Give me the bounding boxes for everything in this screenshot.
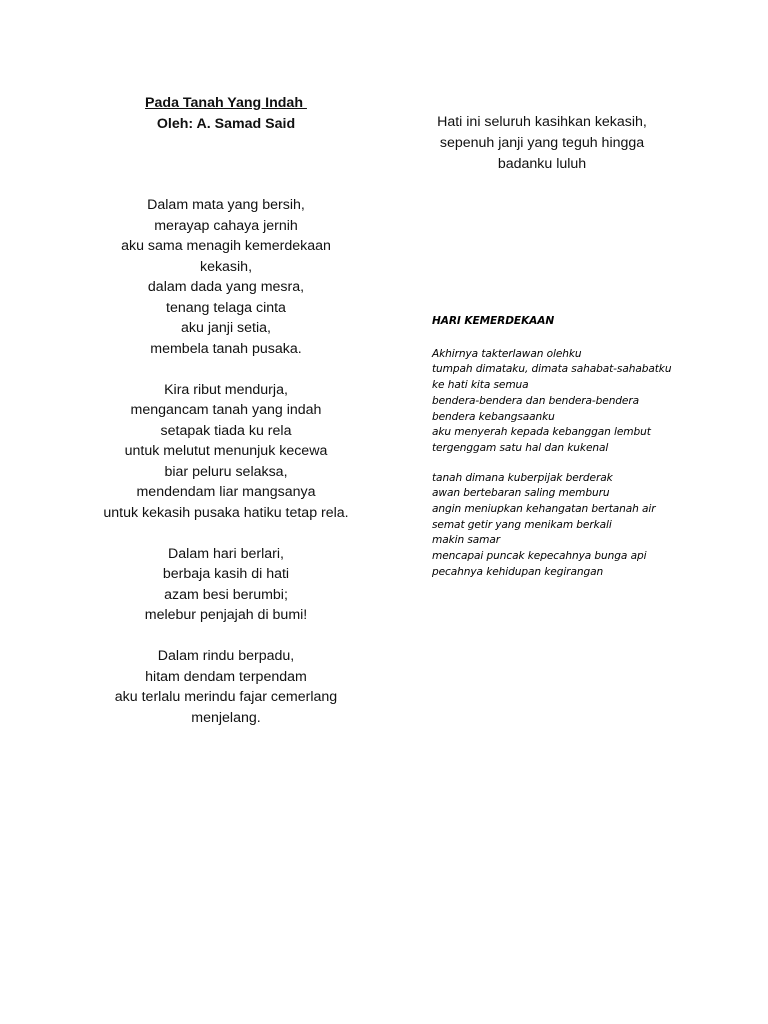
left-poem-column xyxy=(80,93,372,749)
poem-line: Akhirnya takterlawan olehku xyxy=(432,347,582,360)
poem-line: mengancam tanah yang indah xyxy=(130,402,322,418)
poem-line: Kira ribut mendurja, xyxy=(164,381,288,398)
poem-line: menjelang. xyxy=(191,709,261,726)
second-poem-stanzas xyxy=(432,347,732,581)
poem-line: mencapai puncak kepecahnya bunga api xyxy=(432,550,647,563)
poem-stanza xyxy=(80,195,372,359)
poem-line: untuk melutut menunjuk kecewa xyxy=(124,443,328,459)
poem-line: bendera-bendera dan bendera-bendera xyxy=(432,394,639,407)
poem-line: biar peluru selaksa, xyxy=(164,463,288,480)
poem-line: dalam dada yang mesra, xyxy=(147,279,305,295)
poem-stanza xyxy=(80,380,372,524)
left-poem-stanzas xyxy=(80,195,372,728)
poem-title: Pada Tanah Yang Indah xyxy=(145,95,307,111)
poem-line: aku terlalu merindu fajar cemerlang xyxy=(114,689,338,705)
poem-line: tumpah dimataku, dimata sahabat-sahabatku xyxy=(432,363,672,376)
poem-line: awan bertebaran saling memburu xyxy=(432,487,610,500)
poem-line: tergenggam satu hal dan kukenal xyxy=(432,441,609,454)
poem-line: hitam dendam terpendam xyxy=(145,668,307,685)
poem-line: mendendam liar mangsanya xyxy=(136,484,316,500)
second-poem-stanza xyxy=(432,347,732,457)
poem-line: Dalam mata yang bersih, xyxy=(147,197,305,213)
poem-line: pecahnya kehidupan kegirangan xyxy=(432,565,604,578)
poem-line: tenang telaga cinta xyxy=(166,299,286,316)
poem-line: membela tanah pusaka. xyxy=(150,340,302,357)
poem-line: melebur penjajah di bumi! xyxy=(144,607,308,623)
poem-line: makin samar xyxy=(432,534,501,547)
poem-line: angin meniupkan kehangatan bertanah air xyxy=(432,503,656,516)
poem-line: Dalam rindu berpadu, xyxy=(157,648,295,664)
continuation-line: badanku luluh xyxy=(497,156,587,172)
second-poem-title: HARI KEMERDEKAAN xyxy=(432,315,555,327)
poem-line: aku janji setia, xyxy=(181,320,271,336)
continuation-line: sepenuh janji yang teguh hingga xyxy=(439,135,645,151)
poem-line: kekasih, xyxy=(199,258,253,275)
poem-line: setapak tiada ku rela xyxy=(160,422,292,439)
poem-line: berbaja kasih di hati xyxy=(162,566,290,582)
poem-line: aku sama menagih kemerdekaan xyxy=(121,238,331,254)
poem-line: untuk kekasih pusaka hatiku tetap rela. xyxy=(103,504,349,521)
poem-author: Oleh: A. Samad Said xyxy=(156,115,296,132)
header-spacer xyxy=(80,134,372,195)
continuation-line: Hati ini seluruh kasihkan kekasih, xyxy=(437,114,647,130)
second-poem-stanza xyxy=(432,471,732,581)
poem-line: ke hati kita semua xyxy=(432,379,529,392)
poem-stanza xyxy=(80,544,372,626)
poem-line: tanah dimana kuberpijak berderak xyxy=(432,471,613,484)
poem-line: Dalam hari berlari, xyxy=(168,545,284,562)
poem-line: merayap cahaya jernih xyxy=(154,217,298,234)
poem-line: semat getir yang menikam berkali xyxy=(432,518,612,531)
poem-line: bendera kebangsaanku xyxy=(432,410,555,423)
poem-line: aku menyerah kepada kebanggan lembut xyxy=(432,426,651,439)
poem-continuation xyxy=(408,112,676,175)
poem-stanza xyxy=(80,646,372,728)
poem-line: azam besi berumbi; xyxy=(164,586,288,603)
second-poem-image xyxy=(432,314,732,595)
